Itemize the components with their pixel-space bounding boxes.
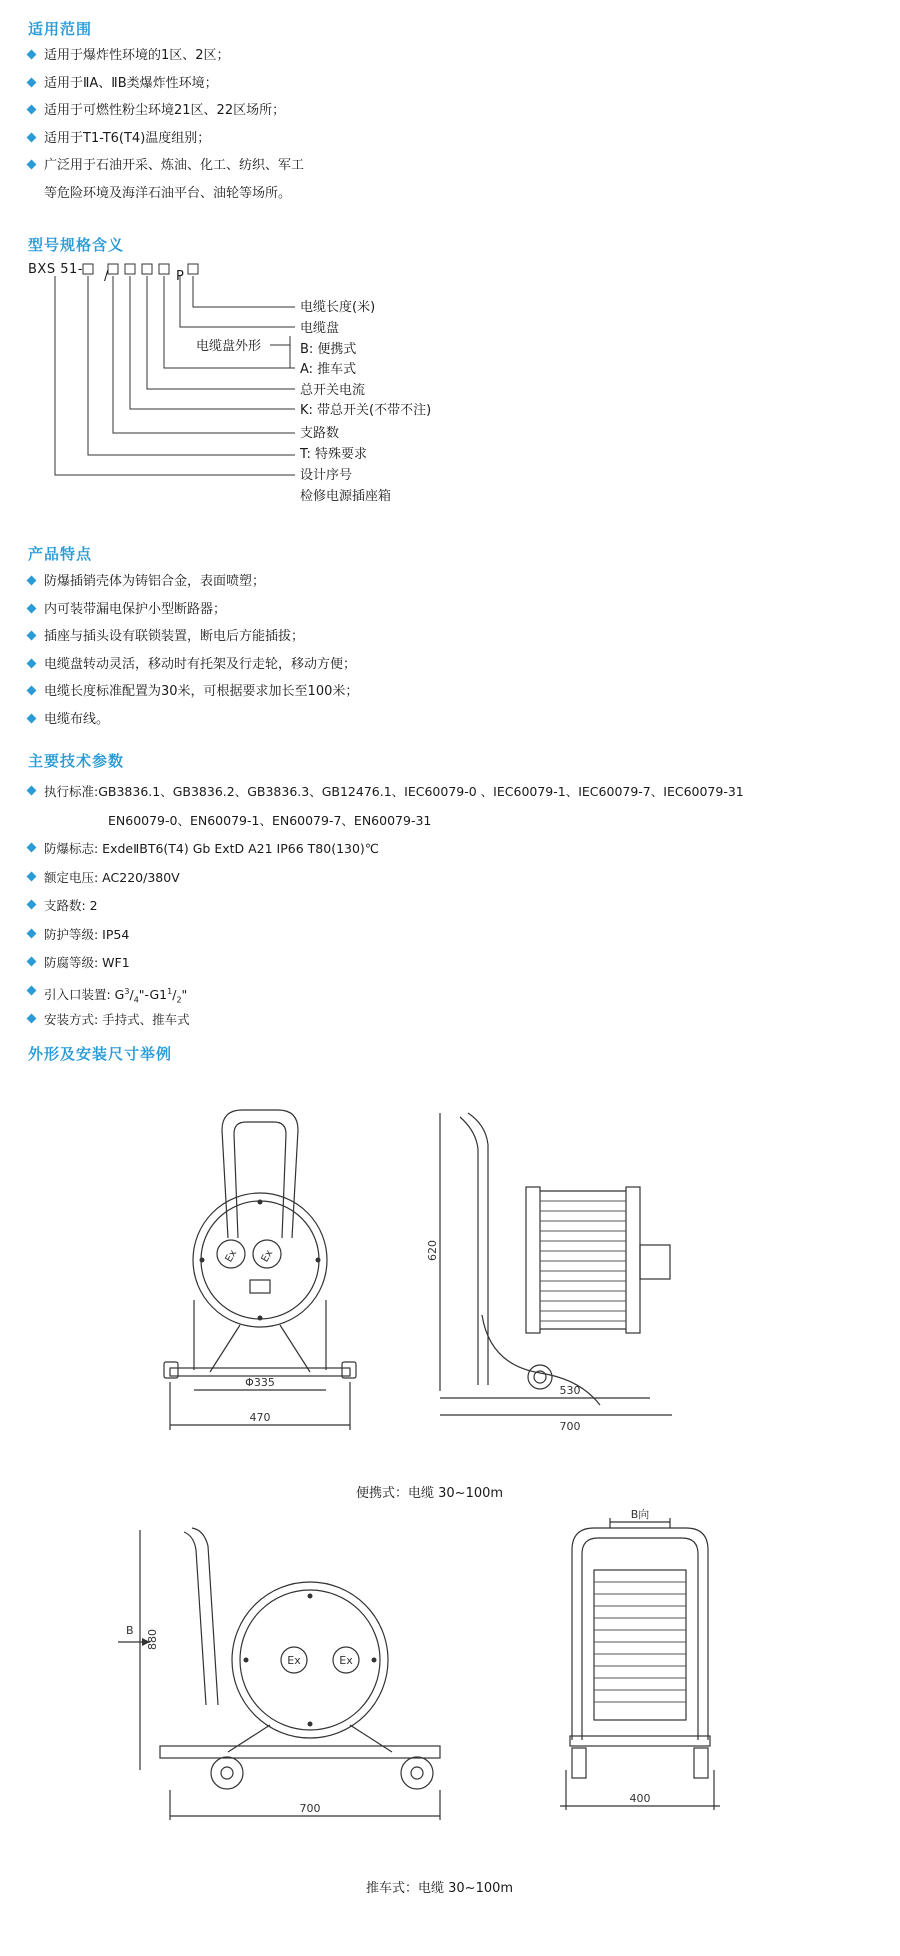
diamond-bullet-icon (27, 713, 37, 723)
list-item: 适用于爆炸性环境的1区、2区； (28, 42, 304, 70)
label-branches: 支路数 (300, 426, 340, 441)
b-view-label: B向 (630, 1508, 650, 1521)
section-title-drawings: 外形及安装尺寸举例 (28, 1045, 173, 1063)
diamond-bullet-icon (27, 928, 37, 938)
list-item-exmark: 防爆标志: ExdeⅡBT6(T4) Gb ExtD A21 IP66 T80(130)℃ (28, 835, 744, 864)
dim-400: 400 (629, 1792, 651, 1805)
label-t-special: T: 特殊要求 (300, 447, 368, 462)
label-main-switch-current: 总开关电流 (300, 383, 366, 398)
ex-mark-left: Ex (223, 1248, 240, 1265)
b-arrow-label: B (126, 1624, 134, 1637)
diamond-bullet-icon (27, 160, 37, 170)
list-item-wf: 防腐等级: WF1 (28, 949, 744, 978)
diamond-bullet-icon (27, 77, 37, 87)
diamond-bullet-icon (27, 132, 37, 142)
model-code: BXS 51- (28, 262, 83, 277)
label-k-switch: K: 带总开关(不带不注) (300, 403, 432, 418)
diamond-bullet-icon (27, 985, 37, 995)
list-item-voltage: 额定电压: AC220/380V (28, 864, 744, 893)
diamond-bullet-icon (27, 576, 37, 586)
list-item-continuation: 等危险环境及海洋石油平台、油轮等场所。 (44, 185, 292, 201)
list-item-mount: 安装方式: 手持式、推车式 (28, 1006, 744, 1035)
caption-cart: 推车式：电缆 30~100m (366, 1881, 514, 1896)
diamond-bullet-icon (27, 786, 37, 796)
model-code-diagram (0, 255, 480, 515)
label-design-no: 设计序号 (300, 468, 353, 483)
diamond-bullet-icon (27, 843, 37, 853)
list-item: 适用于可燃性粉尘环境21区、22区场所； (28, 97, 304, 125)
label-cable-drum: 电缆盘 (300, 321, 340, 336)
list-item: 广泛用于石油开采、炼油、化工、纺织、军工 (28, 152, 304, 180)
list-item-ip: 防护等级: IP54 (28, 921, 744, 950)
label-box: 检修电源插座箱 (300, 489, 392, 504)
list-item: 电缆长度标准配置为30米，可根据要求加长至100米； (28, 678, 358, 706)
diamond-bullet-icon (27, 105, 37, 115)
section-title-applicable: 适用范围 (28, 20, 93, 38)
diamond-bullet-icon (27, 658, 37, 668)
applicable-list (28, 42, 304, 207)
section-title-params: 主要技术参数 (28, 752, 125, 770)
list-item: 电缆布线。 (28, 706, 358, 734)
cart-front-drawing (110, 1520, 450, 1850)
code-slash: / (104, 269, 109, 284)
dim-700: 700 (559, 1420, 581, 1433)
diamond-bullet-icon (27, 957, 37, 967)
dim-530: 530 (559, 1384, 581, 1397)
params-list (28, 778, 744, 1035)
dim-335: Φ335 (245, 1376, 275, 1389)
list-item: 电缆盘转动灵活，移动时有托架及行走轮，移动方便； (28, 651, 358, 679)
label-cable-length: 电缆长度(米) (300, 300, 376, 315)
ex-mark-left: Ex (287, 1654, 301, 1667)
features-list (28, 568, 358, 733)
dim-700-cart: 700 (299, 1802, 321, 1815)
portable-front-drawing (150, 1110, 370, 1440)
caption-portable: 便携式：电缆 30~100m (356, 1486, 504, 1501)
diamond-bullet-icon (27, 900, 37, 910)
dim-880: 880 (146, 1629, 159, 1650)
cart-side-drawing (560, 1510, 720, 1840)
portable-side-drawing (426, 1105, 680, 1435)
dim-620: 620 (426, 1240, 439, 1261)
list-item-entry: 引入口装置: $G^3/_4"-G1^1/_2$" (28, 978, 744, 1007)
diamond-bullet-icon (27, 871, 37, 881)
list-item-branches: 支路数: 2 (28, 892, 744, 921)
diamond-bullet-icon (27, 1014, 37, 1024)
section-title-features: 产品特点 (28, 545, 93, 563)
list-item: 插座与插头设有联锁装置，断电后方能插拔； (28, 623, 358, 651)
list-item-standards-cont: EN60079-0、EN60079-1、EN60079-7、EN60079-31 (108, 812, 432, 828)
diamond-bullet-icon (27, 603, 37, 613)
diamond-bullet-icon (27, 50, 37, 60)
label-b-portable: B: 便携式 (300, 342, 357, 357)
list-item: 适用于T1-T6(T4)温度组别； (28, 125, 304, 153)
label-drum-shape: 电缆盘外形 (196, 339, 262, 354)
list-item: 防爆插销壳体为铸铝合金，表面喷塑； (28, 568, 358, 596)
section-title-model: 型号规格含义 (28, 236, 125, 254)
ex-mark-right: Ex (259, 1248, 276, 1265)
dim-470: 470 (249, 1411, 271, 1424)
diamond-bullet-icon (27, 686, 37, 696)
list-item: 内可装带漏电保护小型断路器； (28, 596, 358, 624)
list-item: 适用于ⅡA、ⅡB类爆炸性环境； (28, 70, 304, 98)
label-a-cart: A: 推车式 (300, 362, 357, 377)
ex-mark-right: Ex (339, 1654, 353, 1667)
diamond-bullet-icon (27, 631, 37, 641)
list-item-standards: 执行标准:GB3836.1、GB3836.2、GB3836.3、GB12476.1、IEC60079-0 、IEC60079-1、IEC60079-7、IEC60079-31 (28, 778, 744, 807)
code-p: P (176, 269, 184, 284)
